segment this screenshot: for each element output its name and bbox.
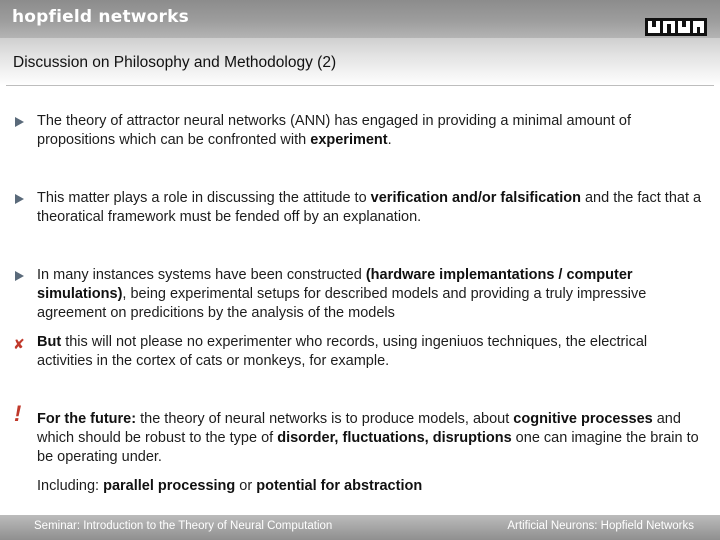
list-item: But this will not please no experimenter who records, using ingeniuos techniques, the electrical activities in the cortex of cats or monkeys, for example.: [37, 334, 648, 369]
header-bar: [0, 0, 720, 38]
list-item: Including: parallel processing or potential for abstraction: [37, 478, 423, 494]
exclamation-bullet-icon: !: [14, 401, 22, 426]
list-item: This matter plays a role in discussing the attitude to verification and/or falsification and the fact that a theoratical framework must be fended off by an explanation.: [37, 190, 702, 225]
slide-title: Discussion on Philosophy and Methodology (2): [13, 54, 337, 71]
triangle-bullet-icon: [15, 194, 24, 204]
header-title: hopfield networks: [12, 7, 189, 27]
triangle-bullet-icon: [15, 117, 24, 127]
triangle-bullet-icon: [15, 271, 24, 281]
footer-seminar-label: Seminar: Introduction to the Theory of Neural Computation: [34, 520, 333, 532]
list-item: For the future: the theory of neural networks is to produce models, about cognitive processes and which should be robust to the type of disorder, fluctuations, disruptions one can imagine the brain to be operating under.: [37, 411, 699, 465]
footer-bar: [0, 515, 720, 540]
title-divider: [6, 85, 714, 86]
footer-topic-label: Artificial Neurons: Hopfield Networks: [507, 520, 694, 532]
cross-bullet-icon: ✘: [13, 336, 25, 352]
aii-logo-icon: [645, 18, 707, 36]
list-item: The theory of attractor neural networks (ANN) has engaged in providing a minimal amount of propositions which can be confronted with experiment.: [37, 113, 631, 148]
list-item: In many instances systems have been constructed (hardware implemantations / computer simulations), being experimental setups for described models and providing a truly impressive agreement on predicitions by the analysis of the models: [37, 267, 647, 321]
